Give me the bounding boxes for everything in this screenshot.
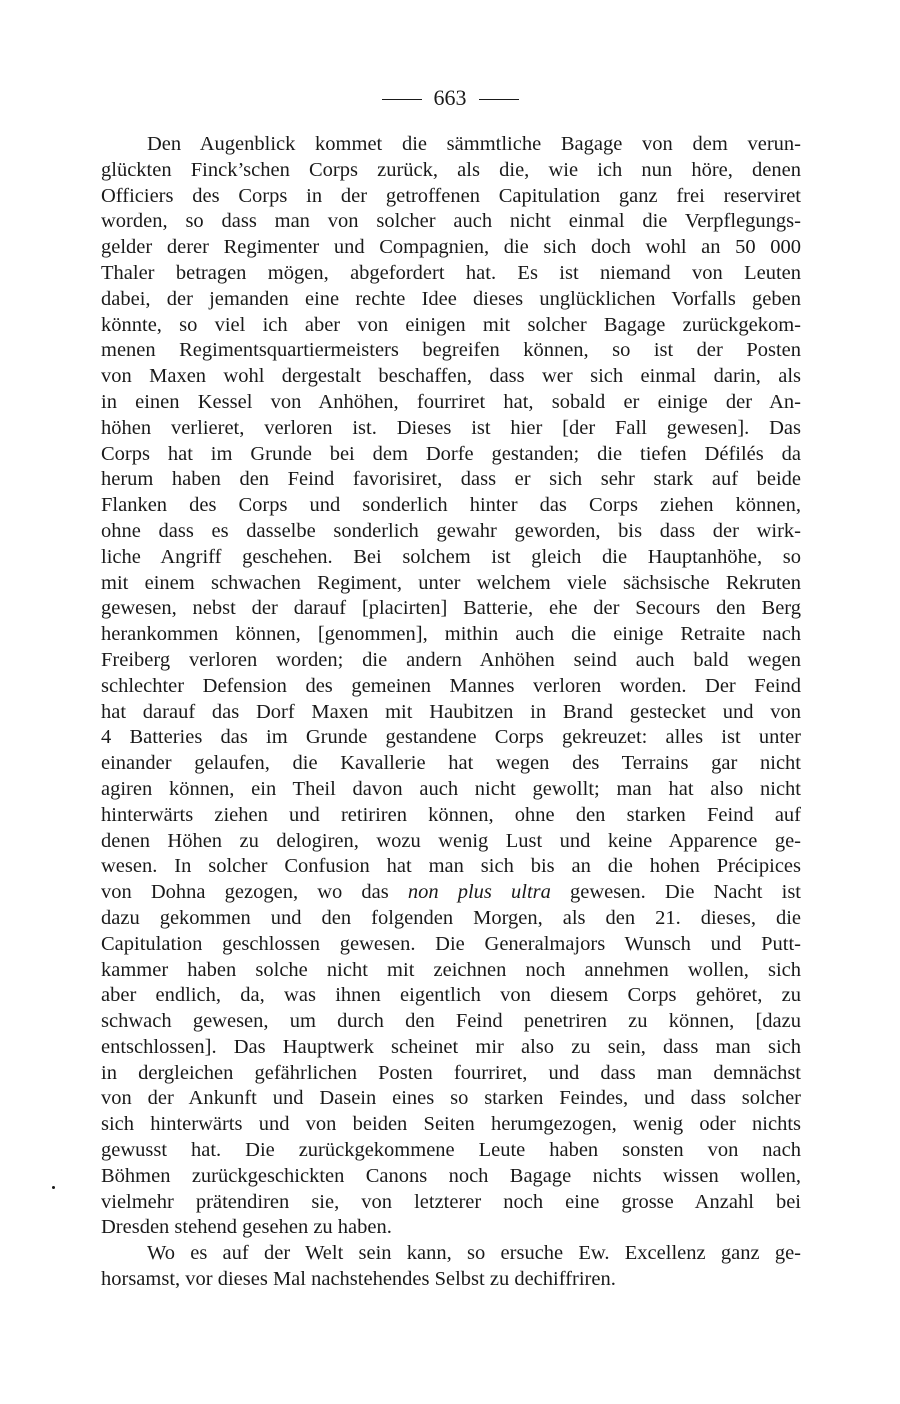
text-line: denen Höhen zu delogiren, wozu wenig Lust und keine Apparence ge- [101, 829, 801, 852]
text-line: horsamst, vor dieses Mal nachstehendes Selbst zu dechiffriren. [101, 1268, 616, 1291]
text-line: gewesen, nebst der darauf [placirten] Batterie, ehe der Secours den Berg [101, 597, 801, 620]
text-line: schwach gewesen, um durch den Feind penetriren zu können, [dazu [101, 1010, 801, 1033]
text-line: mit einem schwachen Regiment, unter welchem viele sächsische Rekruten [101, 571, 801, 594]
text-line: menen Regimentsquartiermeisters begreifen können, so ist der Posten [101, 339, 801, 362]
text-line: Thaler betragen mögen, abgefordert hat. Es ist niemand von Leuten [101, 261, 801, 284]
text-line: Wo es auf der Welt sein kann, so ersuche Ew. Excellenz ganz ge- [147, 1242, 801, 1265]
text-line: liche Angriff geschehen. Bei solchem ist gleich die Hauptanhöhe, so [101, 545, 801, 568]
text-line: Capitulation geschlossen gewesen. Die Generalmajors Wunsch und Putt- [101, 932, 801, 955]
text-line: in einen Kessel von Anhöhen, fourriret hat, sobald er einige der An- [101, 390, 801, 413]
paragraph-1 [101, 132, 801, 1241]
text-line: 4 Batteries das im Grunde gestandene Corps gekreuzet: alles ist unter [101, 726, 801, 749]
page-body [101, 132, 801, 1293]
text-line: dabei, der jemanden eine rechte Idee dieses unglücklichen Vorfalls geben [101, 287, 801, 310]
text-line: glückten Finck’schen Corps zurück, als die, wie ich nun höre, denen [101, 158, 801, 181]
text-line: Dresden stehend gesehen zu haben. [101, 1216, 392, 1239]
text-line: entschlossen]. Das Hauptwerk scheinet mir also zu sein, dass man sich [101, 1035, 801, 1058]
text-line: agiren können, ein Theil davon auch nicht gewollt; man hat also nicht [101, 777, 801, 800]
latin-phrase: non plus ultra [407, 881, 551, 904]
text-line: dazu gekommen und den folgenden Morgen, als den 21. dieses, die [101, 906, 801, 929]
text-line: ohne dass es dasselbe sonderlich gewahr geworden, bis dass der wirk- [101, 519, 801, 542]
paragraph-2 [101, 1241, 801, 1293]
text-line: Flanken des Corps und sonderlich hinter das Corps ziehen können, [101, 494, 801, 517]
text-line: in dergleichen gefährlichen Posten fourriret, und dass man demnächst [101, 1061, 801, 1084]
text-line: vielmehr prätendiren sie, von letzterer noch eine grosse Anzahl bei [101, 1190, 801, 1213]
text-line: worden, so dass man von solcher auch nicht einmal die Verpflegungs- [101, 210, 801, 233]
page-header [0, 82, 900, 114]
text-line: wesen. In solcher Confusion hat man sich bis an die hohen Précipices [101, 855, 801, 878]
text-line: könnte, so viel ich aber von einigen mit solcher Bagage zurückgekom- [101, 313, 801, 336]
text-line: von der Ankunft und Dasein eines so starken Feindes, und dass solcher [101, 1087, 801, 1110]
text-line: von Maxen wohl dergestalt beschaffen, dass wer sich einmal darin, als [101, 365, 801, 388]
text-line: gewusst hat. Die zurückgekommene Leute haben sonsten von nach [101, 1139, 801, 1162]
header-dash-left [382, 99, 422, 100]
text-line: kammer haben solche nicht mit zeichnen noch annehmen wollen, sich [101, 958, 801, 981]
page-number: 663 [433, 85, 467, 110]
text-line: Den Augenblick kommet die sämmtliche Bagage von dem verun- [147, 133, 801, 155]
text-line: gelder derer Regimenter und Compagnien, die sich doch wohl an 50 000 [101, 236, 801, 259]
text-line: hat darauf das Dorf Maxen mit Haubitzen in Brand gestecket und von [101, 700, 801, 723]
text-line: sich hinterwärts und von beiden Seiten herumgezogen, wenig oder nichts [101, 1113, 801, 1136]
text-line: hinterwärts ziehen und retiriren können, ohne den starken Feind auf [101, 803, 801, 826]
text-line: herum haben den Feind favorisiret, dass er sich sehr stark auf beide [101, 468, 801, 491]
text-line: einander gelaufen, die Kavallerie hat wegen des Terrains gar nicht [101, 752, 801, 775]
text-line: von Dohna gezogen, wo das non plus ultra gewesen. Die Nacht ist [101, 881, 801, 904]
text-line: Officiers des Corps in der getroffenen Capitulation ganz frei reserviret [101, 184, 801, 207]
text-line: Freiberg verloren worden; die andern Anhöhen seind auch bald wegen [101, 648, 801, 671]
text-line: höhen verlieret, verloren ist. Dieses ist hier [der Fall gewesen]. Das [101, 416, 801, 439]
text-line: Corps hat im Grunde bei dem Dorfe gestanden; die tiefen Défilés da [101, 442, 801, 465]
header-dash-right [479, 99, 519, 100]
text-line: Böhmen zurückgeschickten Canons noch Bagage nichts wissen wollen, [101, 1164, 801, 1187]
text-line: schlechter Defension des gemeinen Mannes verloren worden. Der Feind [101, 674, 801, 697]
text-line: aber endlich, da, was ihnen eigentlich von diesem Corps gehöret, zu [101, 984, 801, 1007]
margin-dot [52, 1186, 55, 1189]
text-line: herankommen können, [genommen], mithin auch die einige Retraite nach [101, 623, 801, 646]
